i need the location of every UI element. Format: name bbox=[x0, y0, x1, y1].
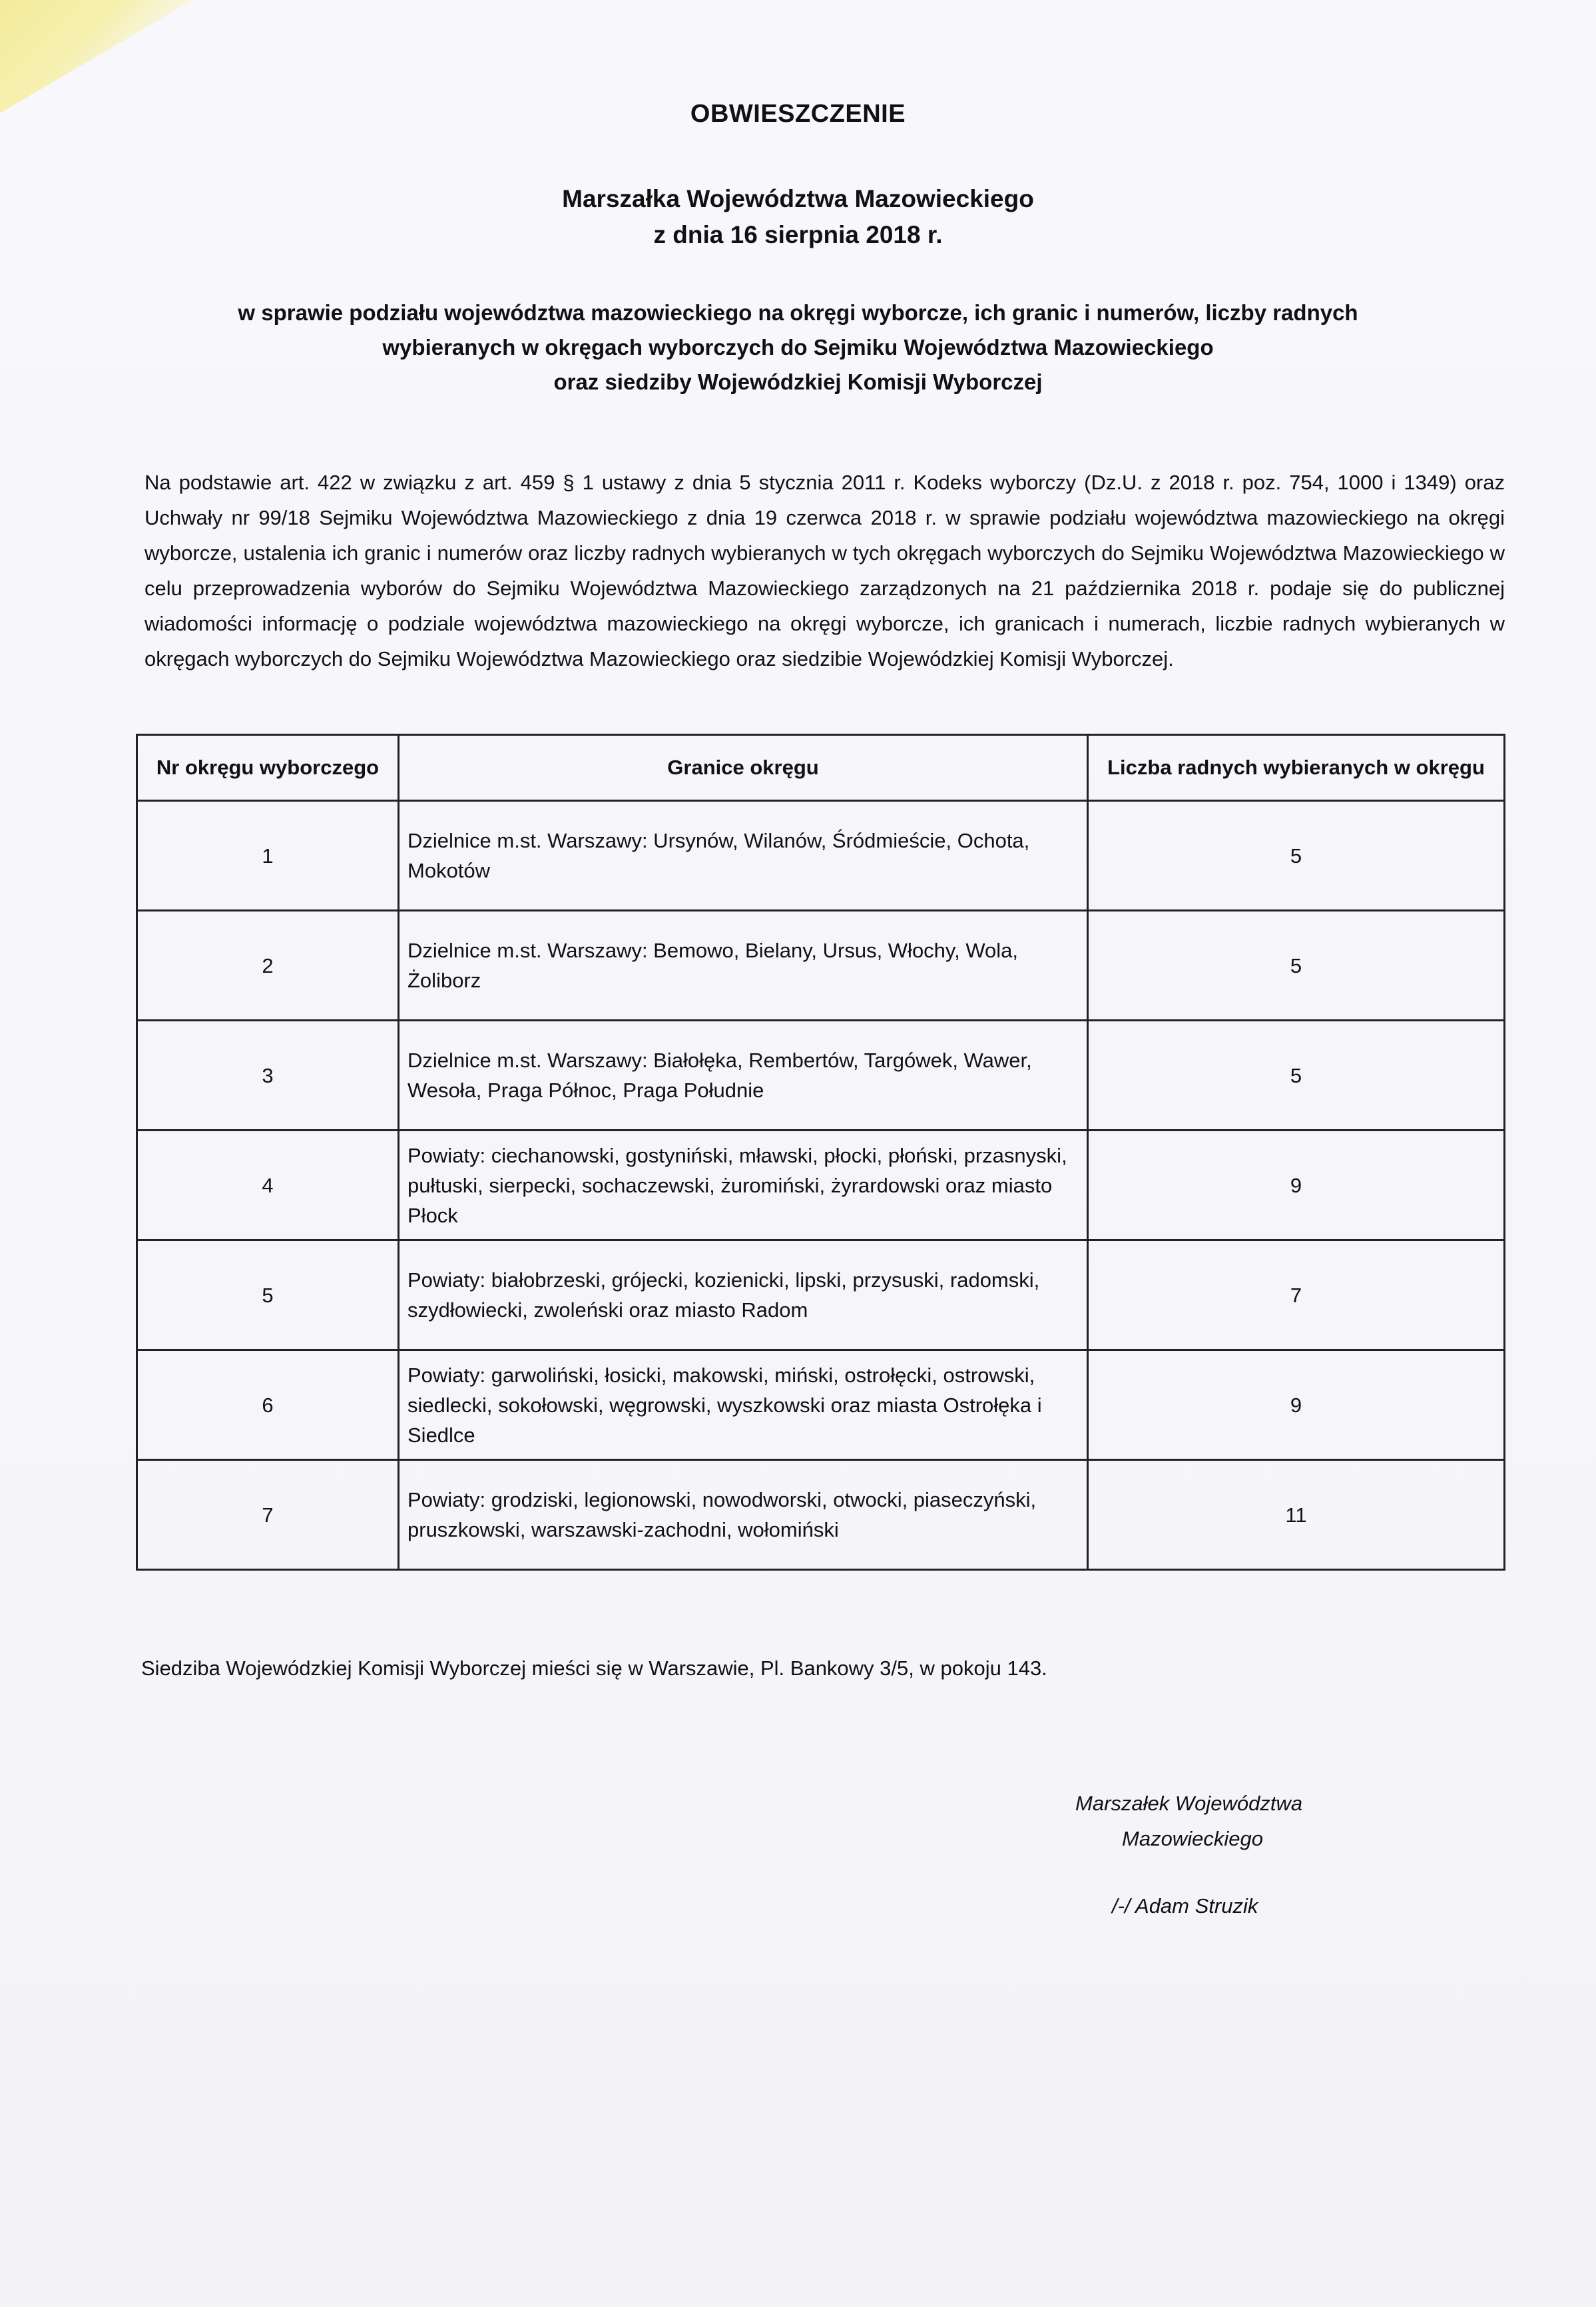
table-header-row bbox=[137, 735, 1505, 801]
table-row bbox=[137, 1350, 1505, 1460]
district-borders: Dzielnice m.st. Warszawy: Ursynów, Wilanów, Śródmieście, Ochota, Mokotów bbox=[399, 801, 1088, 911]
district-number: 5 bbox=[137, 1240, 399, 1350]
district-number: 2 bbox=[137, 911, 399, 1021]
signatory-name: /-/ Adam Struzik bbox=[1112, 1894, 1258, 1918]
councillor-count: 5 bbox=[1088, 801, 1505, 911]
issuer-line: Marszałka Województwa Mazowieckiego bbox=[562, 185, 1034, 212]
district-borders: Dzielnice m.st. Warszawy: Białołęka, Rembertów, Targówek, Wawer, Wesoła, Praga Północ, Praga Południe bbox=[399, 1021, 1088, 1131]
commission-seat-note: Siedziba Wojewódzkiej Komisji Wyborczej mieści się w Warszawie, Pl. Bankowy 3/5, w pokoju 143. bbox=[141, 1657, 1047, 1680]
councillor-count: 11 bbox=[1088, 1460, 1505, 1570]
district-number: 7 bbox=[137, 1460, 399, 1570]
table-row bbox=[137, 1240, 1505, 1350]
district-borders: Powiaty: białobrzeski, grójecki, kozienicki, lipski, przysuski, radomski, szydłowiecki, zwoleński oraz miasto Radom bbox=[399, 1240, 1088, 1350]
table-row bbox=[137, 911, 1505, 1021]
date-line: z dnia 16 sierpnia 2018 r. bbox=[653, 221, 943, 248]
header-district-borders: Granice okręgu bbox=[399, 735, 1088, 801]
district-borders: Powiaty: garwoliński, łosicki, makowski, miński, ostrołęcki, ostrowski, siedlecki, sokołowski, węgrowski, wyszkowski oraz miasta Ostrołęka i Siedlce bbox=[399, 1350, 1088, 1460]
subject-line-1: w sprawie podziału województwa mazowieckiego na okręgi wyborcze, ich granic i numerów, liczby radnych bbox=[238, 300, 1358, 325]
intro-paragraph: Na podstawie art. 422 w związku z art. 459 § 1 ustawy z dnia 5 stycznia 2011 r. Kodeks wyborczy (Dz.U. z 2018 r. poz. 754, 1000 i 1349) oraz Uchwały nr 99/18 Sejmiku Województwa Mazowieckiego z dnia 19 czerwca 2018 r. w sprawie podziału województwa mazowieckiego na okręgi wyborcze, ustalenia ich granic i numerów oraz liczby radnych wybieranych w tych okręgach wyborczych do Sejmiku Województwa Mazowieckiego w celu przeprowadzenia wyborów do Sejmiku Województwa Mazowieckiego zarządzonych na 21 października 2018 r. podaje się do publicznej wiadomości informację o podziale województwa mazowieckiego na okręgi wyborcze, ich granicach i numerach, liczbie radnych wybieranych w okręgach wyborczych do Sejmiku Województwa Mazowieckiego oraz siedzibie Wojewódzkiej Komisji Wyborczej. bbox=[144, 471, 1505, 670]
signature-office-line-1: Marszałek Województwa bbox=[1075, 1792, 1303, 1815]
table-row bbox=[137, 1460, 1505, 1570]
paper-stain bbox=[0, 0, 193, 113]
district-borders: Powiaty: grodziski, legionowski, nowodworski, otwocki, piaseczyński, pruszkowski, warszawski-zachodni, wołomiński bbox=[399, 1460, 1088, 1570]
councillor-count: 5 bbox=[1088, 1021, 1505, 1131]
table-row bbox=[137, 801, 1505, 911]
district-borders: Dzielnice m.st. Warszawy: Bemowo, Bielany, Ursus, Włochy, Wola, Żoliborz bbox=[399, 911, 1088, 1021]
issuer-block bbox=[0, 181, 1596, 253]
subject-line-3: oraz siedziby Wojewódzkiej Komisji Wyborczej bbox=[553, 370, 1043, 394]
header-district-number: Nr okręgu wyborczego bbox=[137, 735, 399, 801]
signature-office bbox=[1075, 1786, 1541, 1856]
district-number: 6 bbox=[137, 1350, 399, 1460]
signature-office-line-2: Mazowieckiego bbox=[1122, 1827, 1263, 1850]
document-title: OBWIESZCZENIE bbox=[690, 100, 906, 128]
districts-table-wrapper bbox=[136, 734, 1503, 1571]
district-number: 1 bbox=[137, 801, 399, 911]
table-row bbox=[137, 1131, 1505, 1240]
councillor-count: 5 bbox=[1088, 911, 1505, 1021]
councillor-count: 9 bbox=[1088, 1350, 1505, 1460]
subject-line-2: wybieranych w okręgach wyborczych do Sejmiku Województwa Mazowieckiego bbox=[382, 335, 1214, 360]
district-borders: Powiaty: ciechanowski, gostyniński, mławski, płocki, płoński, przasnyski, pułtuski, sierpecki, sochaczewski, żuromiński, żyrardowski oraz miasto Płock bbox=[399, 1131, 1088, 1240]
table-row bbox=[137, 1021, 1505, 1131]
districts-table bbox=[136, 734, 1505, 1571]
district-number: 3 bbox=[137, 1021, 399, 1131]
councillor-count: 7 bbox=[1088, 1240, 1505, 1350]
district-number: 4 bbox=[137, 1131, 399, 1240]
header-councillor-count: Liczba radnych wybieranych w okręgu bbox=[1088, 735, 1505, 801]
subject-block bbox=[0, 296, 1596, 399]
councillor-count: 9 bbox=[1088, 1131, 1505, 1240]
